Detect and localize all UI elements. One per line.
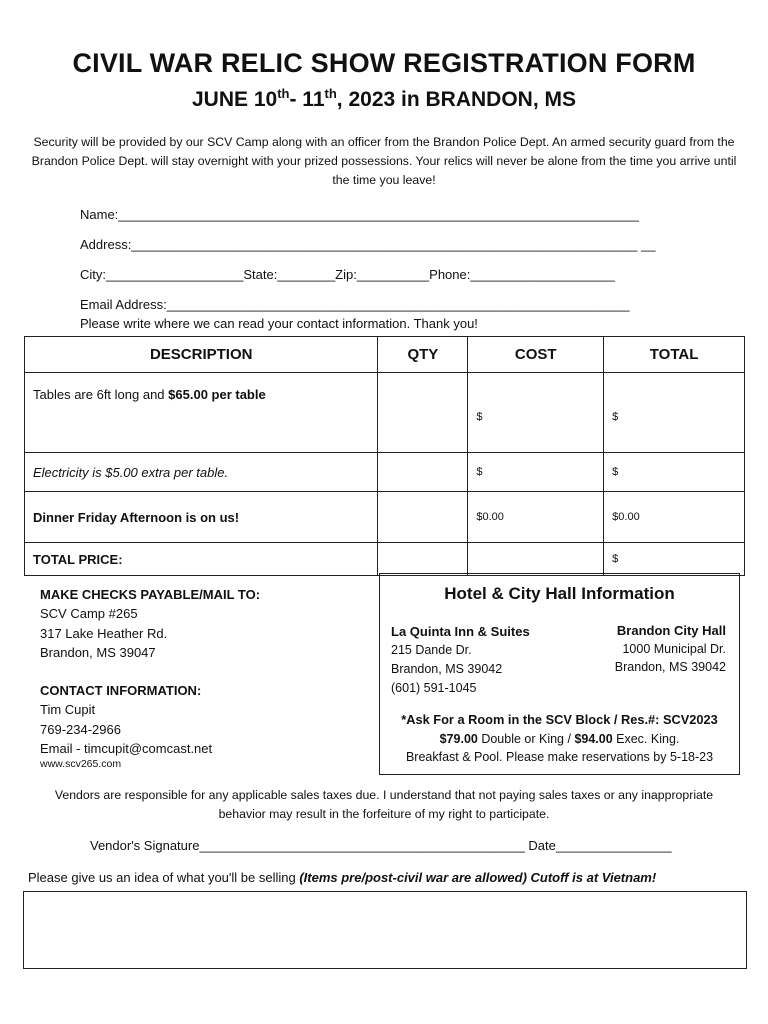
contact-phone: 769-234-2966 bbox=[40, 721, 121, 737]
signature-line[interactable] bbox=[90, 838, 672, 853]
table-row bbox=[25, 492, 745, 543]
electricity-total-cell[interactable]: $ bbox=[604, 453, 745, 492]
dinner-qty-cell[interactable] bbox=[378, 492, 468, 543]
reservation-info bbox=[380, 711, 739, 767]
selling-items-input[interactable] bbox=[23, 891, 747, 969]
inn-address-1: 215 Dande Dr. bbox=[391, 643, 472, 657]
total-cost-cell bbox=[468, 543, 604, 576]
tables-desc-prefix: Tables are 6ft long and bbox=[33, 387, 169, 402]
address-field[interactable]: Address:______________________________________________________________________ __ bbox=[80, 237, 656, 252]
selling-prompt bbox=[28, 870, 656, 885]
tables-description bbox=[25, 373, 378, 453]
table-row bbox=[25, 453, 745, 492]
price-double-label: Double or King / bbox=[477, 731, 575, 746]
contact-note: Please write where we can read your contact information. Thank you! bbox=[80, 316, 478, 331]
subtitle-june: JUNE 10 bbox=[191, 88, 278, 111]
inn-address-2: Brandon, MS 39042 bbox=[391, 662, 503, 676]
contact-heading: CONTACT INFORMATION: bbox=[40, 683, 202, 699]
subtitle-sup-2: th bbox=[324, 86, 337, 101]
contact-email: Email - timcupit@comcast.net bbox=[40, 741, 213, 757]
total-price-label: TOTAL PRICE: bbox=[25, 543, 378, 576]
website-link[interactable]: www.scv265.com bbox=[40, 758, 122, 771]
dinner-description: Dinner Friday Afternoon is on us! bbox=[25, 492, 378, 543]
city-hall-info bbox=[615, 622, 726, 676]
table-row bbox=[25, 543, 745, 576]
city-state-zip-phone-field[interactable]: City:___________________State:________Zip:__________Phone:____________________ bbox=[80, 267, 615, 282]
tables-qty-cell[interactable] bbox=[378, 373, 468, 453]
mail-line-2: 317 Lake Heather Rd. bbox=[40, 625, 168, 641]
contact-name: Tim Cupit bbox=[40, 702, 96, 718]
form-subtitle bbox=[0, 86, 768, 112]
tables-total-cell[interactable]: $ bbox=[604, 373, 745, 453]
total-qty-cell bbox=[378, 543, 468, 576]
hotel-info-box bbox=[379, 573, 740, 775]
email-field[interactable]: Email Address:________________________________________________________________ bbox=[80, 297, 630, 312]
electricity-cost-cell[interactable]: $ bbox=[468, 453, 604, 492]
hotel-title: Hotel & City Hall Information bbox=[444, 584, 675, 603]
selling-prompt-note: (Items pre/post-civil war are allowed) Cutoff is at Vietnam! bbox=[299, 870, 657, 885]
room-prices bbox=[380, 730, 739, 749]
mail-line-3: Brandon, MS 39047 bbox=[40, 644, 156, 660]
table-header-row bbox=[25, 337, 745, 373]
tables-desc-price: $65.00 per table bbox=[168, 387, 266, 402]
inn-phone: (601) 591-1045 bbox=[391, 681, 477, 695]
form-title: CIVIL WAR RELIC SHOW REGISTRATION FORM bbox=[72, 48, 696, 78]
dinner-total-cell: $0.00 bbox=[604, 492, 745, 543]
inn-info bbox=[391, 622, 530, 698]
price-exec-label: Exec. King. bbox=[612, 731, 680, 746]
total-price-cell[interactable]: $ bbox=[604, 543, 745, 576]
vendor-signature-field[interactable]: Vendor's Signature_____________________________________________ bbox=[90, 838, 525, 853]
vendors-tax-note: Vendors are responsible for any applicable sales taxes due. I understand that not paying sales taxes or any inappropriate behavior may result in the forfeiture of my right to participate. bbox=[54, 788, 714, 821]
electricity-description: Electricity is $5.00 extra per table. bbox=[25, 453, 378, 492]
header-qty: QTY bbox=[378, 337, 468, 373]
tables-cost-cell[interactable]: $ bbox=[468, 373, 604, 453]
mail-heading: MAKE CHECKS PAYABLE/MAIL TO: bbox=[40, 587, 261, 602]
selling-prompt-text: Please give us an idea of what you'll be selling bbox=[28, 870, 300, 885]
electricity-qty-cell[interactable] bbox=[378, 453, 468, 492]
city-hall-name: Brandon City Hall bbox=[616, 623, 726, 638]
price-exec: $94.00 bbox=[574, 731, 613, 746]
table-row bbox=[25, 373, 745, 453]
breakfast-note: Breakfast & Pool. Please make reservations by 5-18-23 bbox=[405, 750, 714, 764]
mail-line-1: SCV Camp #265 bbox=[40, 606, 138, 622]
mail-info bbox=[40, 585, 260, 771]
subtitle-dash: - 11 bbox=[289, 88, 325, 111]
dinner-cost-cell: $0.00 bbox=[468, 492, 604, 543]
header-total: TOTAL bbox=[604, 337, 745, 373]
price-double: $79.00 bbox=[439, 731, 478, 746]
subtitle-rest: , 2023 in BRANDON, MS bbox=[336, 88, 577, 111]
name-field[interactable]: Name:________________________________________________________________________ bbox=[80, 207, 639, 222]
security-intro: Security will be provided by our SCV Camp along with an officer from the Brandon Police Dept. An armed security guard from the Brandon Police Dept. will stay overnight with your prized possessions. Your relics will never be alone from the time you arrive until the time you leave! bbox=[31, 135, 737, 187]
block-note: *Ask For a Room in the SCV Block / Res.#: SCV2023 bbox=[401, 712, 718, 727]
subtitle-sup-1: th bbox=[277, 86, 290, 101]
city-hall-address-2: Brandon, MS 39042 bbox=[614, 660, 726, 674]
header-description: DESCRIPTION bbox=[25, 337, 378, 373]
inn-name: La Quinta Inn & Suites bbox=[391, 624, 530, 639]
header-cost: COST bbox=[468, 337, 604, 373]
signature-date-field[interactable]: Date________________ bbox=[524, 838, 672, 853]
city-hall-address-1: 1000 Municipal Dr. bbox=[622, 642, 726, 656]
registration-table bbox=[24, 336, 745, 576]
